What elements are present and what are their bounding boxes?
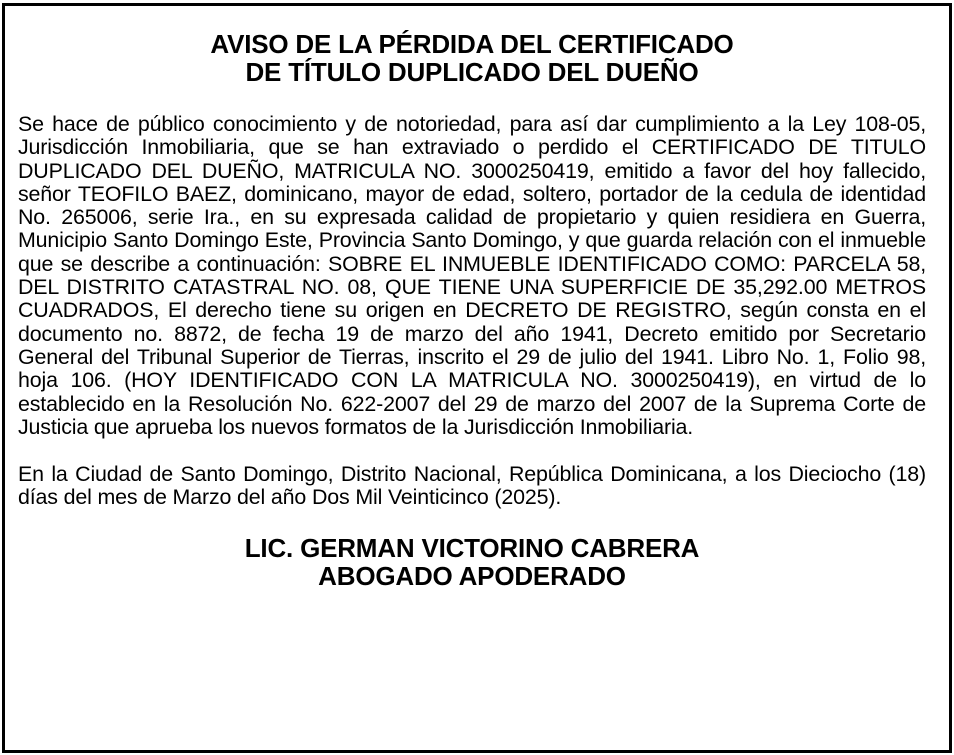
notice-closing-paragraph: En la Ciudad de Santo Domingo, Distrito Nacional, República Dominicana, a los Dieciocho (18) días del mes de Marzo del año Dos Mil Veinticinco (2025). — [18, 462, 926, 510]
signature-role: ABOGADO APODERADO — [318, 560, 626, 591]
notice-content — [18, 30, 926, 590]
signature-name: LIC. GERMAN VICTORINO CABRERA — [244, 532, 700, 563]
notice-body-paragraph: Se hace de público conocimiento y de notoriedad, para así dar cumplimiento a la Ley 108-05, Jurisdicción Inmobiliaria, que se han extraviado o perdido el CERTIFICADO DE TITULO DUPLICADO DEL DUEÑO, MATRICULA NO. 3000250419, emitido a favor del hoy fallecido, señor TEOFILO BAEZ, dominicano, mayor de edad, soltero, portador de la cedula de identidad No. 265006, serie Ira., en su expresada calidad de propietario y quien residiera en Guerra, Municipio Santo Domingo Este, Provincia Santo Domingo, y que guarda relación con el inmueble que se describe a continuación: SOBRE EL INMUEBLE IDENTIFICADO COMO: PARCELA 58, DEL DISTRITO CATASTRAL NO. 08, QUE TIENE UNA SUPERFICIE DE 35,292.00 METROS CUADRADOS, El derecho tiene su origen en DECRETO DE REGISTRO, según consta en el documento no. 8872, de fecha 19 de marzo del año 1941, Decreto emitido por Secretario General del Tribunal Superior de Tierras, inscrito el 29 de julio del 1941. Libro No. 1, Folio 98, hoja 106. (HOY IDENTIFICADO CON LA MATRICULA NO. 3000250419), en virtud de lo establecido en la Resolución No. 622-2007 del 29 de marzo del 2007 de la Suprema Corte de Justicia que aprueba los nuevos formatos de la Jurisdicción Inmobiliaria. — [18, 112, 926, 439]
signature-block — [18, 534, 926, 590]
notice-title-line-1: AVISO DE LA PÉRDIDA DEL CERTIFICADO — [210, 29, 734, 59]
notice-title-line-2: DE TÍTULO DUPLICADO DEL DUEÑO — [245, 57, 699, 87]
notice-title — [18, 30, 926, 86]
